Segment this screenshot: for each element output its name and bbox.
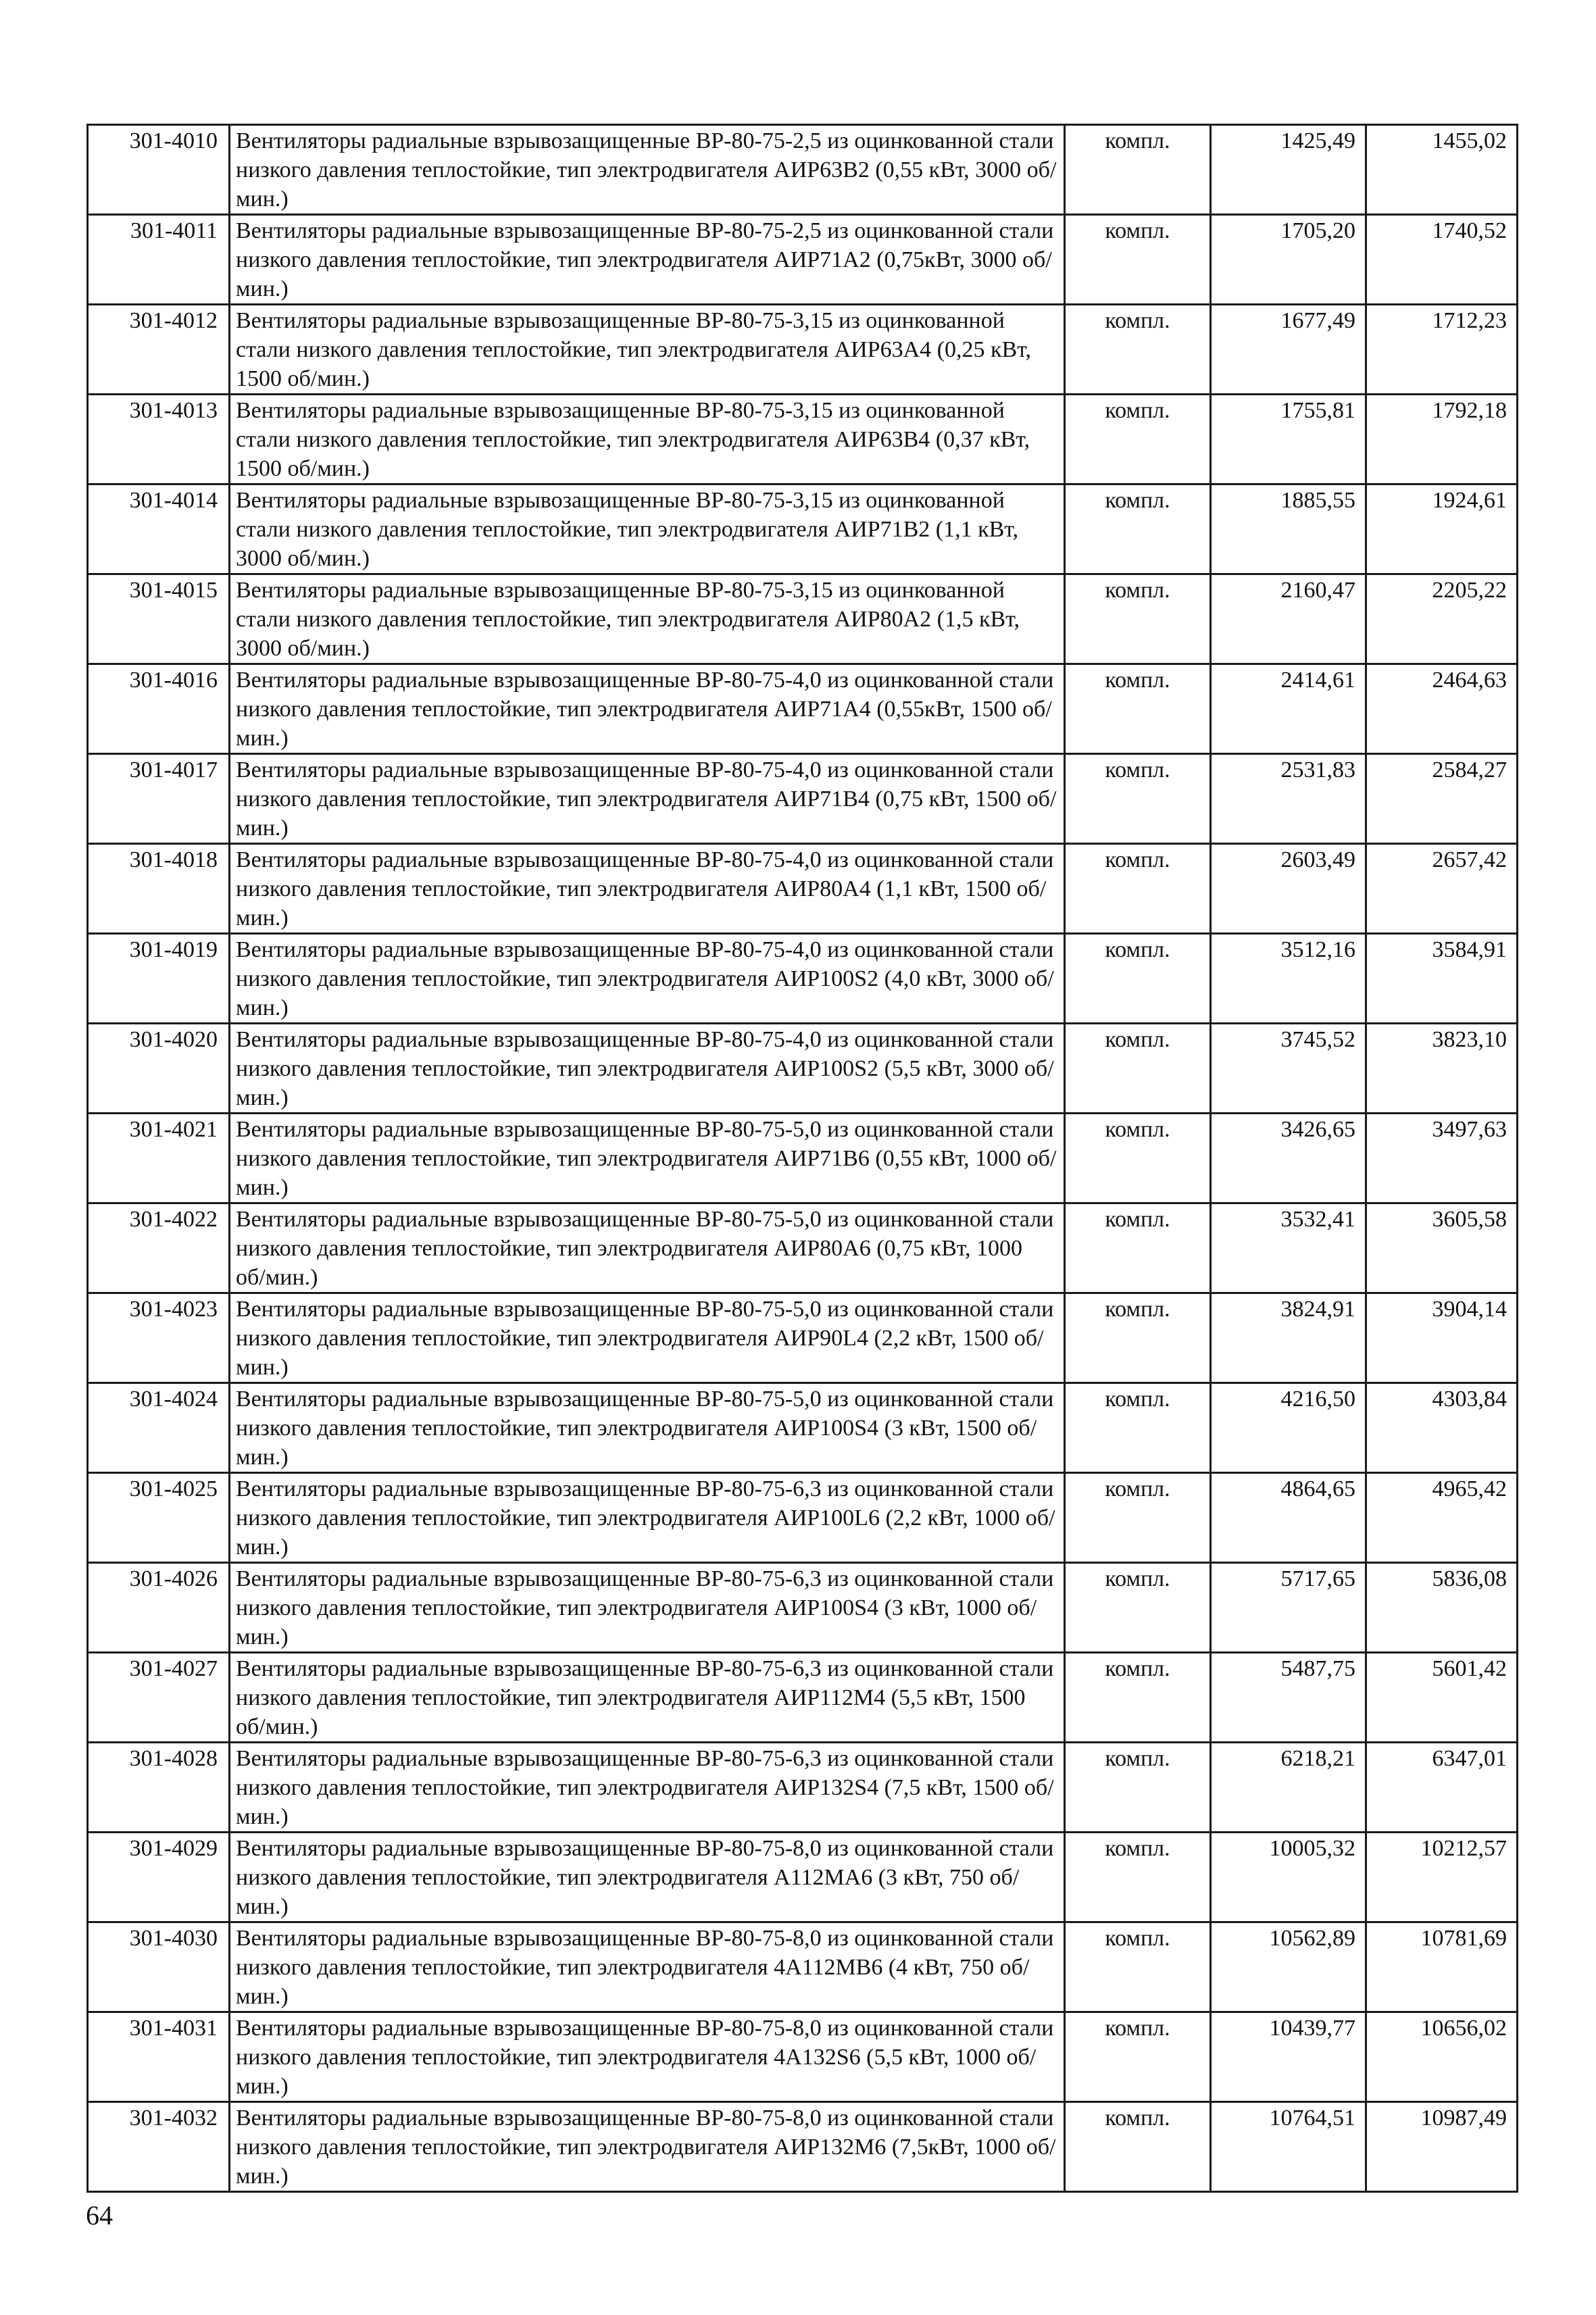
item-code-cell: 301-4016 (88, 664, 230, 754)
item-code-cell: 301-4032 (88, 2102, 230, 2192)
unit-cell: компл. (1065, 1114, 1211, 1203)
price-1-cell: 4216,50 (1211, 1383, 1366, 1473)
price-2-cell: 10781,69 (1366, 1922, 1518, 2012)
price-2-cell: 1712,23 (1366, 305, 1518, 395)
table-row (88, 934, 1518, 1024)
item-description-cell: Вентиляторы радиальные взрывозащищенные ВР-80-75-2,5 из оцинкованной стали низкого давления теплостойкие, тип электродвигателя АИР63В2 (0,55 кВт, 3000 об/мин.) (230, 125, 1065, 215)
price-2-cell: 2657,42 (1366, 844, 1518, 934)
table-row (88, 1563, 1518, 1653)
table-row (88, 125, 1518, 215)
item-description-cell: Вентиляторы радиальные взрывозащищенные ВР-80-75-6,3 из оцинкованной стали низкого давления теплостойкие, тип электродвигателя АИР100S4 (3 кВт, 1000 об/мин.) (230, 1563, 1065, 1653)
table-row (88, 1922, 1518, 2012)
unit-cell: компл. (1065, 664, 1211, 754)
price-1-cell: 1885,55 (1211, 484, 1366, 574)
table-row (88, 1743, 1518, 1833)
unit-cell: компл. (1065, 934, 1211, 1024)
unit-cell: компл. (1065, 1563, 1211, 1653)
page-number: 64 (86, 2200, 113, 2231)
unit-cell: компл. (1065, 1293, 1211, 1383)
price-1-cell: 10562,89 (1211, 1922, 1366, 2012)
item-code-cell: 301-4027 (88, 1653, 230, 1743)
item-description-cell: Вентиляторы радиальные взрывозащищенные ВР-80-75-4,0 из оцинкованной стали низкого давления теплостойкие, тип электродвигателя АИР71А4 (0,55кВт, 1500 об/мин.) (230, 664, 1065, 754)
table-row (88, 395, 1518, 484)
price-table-body (88, 125, 1518, 2192)
item-description-cell: Вентиляторы радиальные взрывозащищенные ВР-80-75-8,0 из оцинкованной стали низкого давления теплостойкие, тип электродвигателя АИР132М6 (7,5кВт, 1000 об/мин.) (230, 2102, 1065, 2192)
item-description-cell: Вентиляторы радиальные взрывозащищенные ВР-80-75-5,0 из оцинкованной стали низкого давления теплостойкие, тип электродвигателя АИР71В6 (0,55 кВт, 1000 об/мин.) (230, 1114, 1065, 1203)
item-code-cell: 301-4020 (88, 1024, 230, 1114)
item-code-cell: 301-4013 (88, 395, 230, 484)
item-code-cell: 301-4017 (88, 754, 230, 844)
price-1-cell: 10439,77 (1211, 2012, 1366, 2102)
item-description-cell: Вентиляторы радиальные взрывозащищенные ВР-80-75-3,15 из оцинкованной стали низкого давления теплостойкие, тип электродвигателя АИР63А4 (0,25 кВт, 1500 об/мин.) (230, 305, 1065, 395)
item-description-cell: Вентиляторы радиальные взрывозащищенные ВР-80-75-6,3 из оцинкованной стали низкого давления теплостойкие, тип электродвигателя АИР100L6 (2,2 кВт, 1000 об/мин.) (230, 1473, 1065, 1563)
price-2-cell: 5601,42 (1366, 1653, 1518, 1743)
item-code-cell: 301-4029 (88, 1833, 230, 1922)
unit-cell: компл. (1065, 1203, 1211, 1293)
table-row (88, 1653, 1518, 1743)
unit-cell: компл. (1065, 1833, 1211, 1922)
price-1-cell: 5487,75 (1211, 1653, 1366, 1743)
price-1-cell: 3512,16 (1211, 934, 1366, 1024)
item-code-cell: 301-4014 (88, 484, 230, 574)
item-description-cell: Вентиляторы радиальные взрывозащищенные ВР-80-75-5,0 из оцинкованной стали низкого давления теплостойкие, тип электродвигателя АИР100S4 (3 кВт, 1500 об/мин.) (230, 1383, 1065, 1473)
item-code-cell: 301-4018 (88, 844, 230, 934)
price-2-cell: 3823,10 (1366, 1024, 1518, 1114)
item-description-cell: Вентиляторы радиальные взрывозащищенные ВР-80-75-3,15 из оцинкованной стали низкого давления теплостойкие, тип электродвигателя АИР63В4 (0,37 кВт, 1500 об/мин.) (230, 395, 1065, 484)
table-row (88, 1473, 1518, 1563)
price-2-cell: 2464,63 (1366, 664, 1518, 754)
item-code-cell: 301-4024 (88, 1383, 230, 1473)
unit-cell: компл. (1065, 1743, 1211, 1833)
price-2-cell: 5836,08 (1366, 1563, 1518, 1653)
price-2-cell: 1924,61 (1366, 484, 1518, 574)
price-1-cell: 2603,49 (1211, 844, 1366, 934)
price-2-cell: 2584,27 (1366, 754, 1518, 844)
price-1-cell: 3745,52 (1211, 1024, 1366, 1114)
price-1-cell: 3824,91 (1211, 1293, 1366, 1383)
item-description-cell: Вентиляторы радиальные взрывозащищенные ВР-80-75-5,0 из оцинкованной стали низкого давления теплостойкие, тип электродвигателя АИР80А6 (0,75 кВт, 1000 об/мин.) (230, 1203, 1065, 1293)
price-1-cell: 10764,51 (1211, 2102, 1366, 2192)
table-row (88, 2102, 1518, 2192)
item-description-cell: Вентиляторы радиальные взрывозащищенные ВР-80-75-8,0 из оцинкованной стали низкого давления теплостойкие, тип электродвигателя 4А132S6 (5,5 кВт, 1000 об/мин.) (230, 2012, 1065, 2102)
price-2-cell: 6347,01 (1366, 1743, 1518, 1833)
item-code-cell: 301-4026 (88, 1563, 230, 1653)
price-1-cell: 1425,49 (1211, 125, 1366, 215)
table-row (88, 844, 1518, 934)
table-row (88, 1833, 1518, 1922)
table-row (88, 2012, 1518, 2102)
item-description-cell: Вентиляторы радиальные взрывозащищенные ВР-80-75-8,0 из оцинкованной стали низкого давления теплостойкие, тип электродвигателя 4А112МВ6 (4 кВт, 750 об/мин.) (230, 1922, 1065, 2012)
price-table (86, 124, 1518, 2193)
item-code-cell: 301-4022 (88, 1203, 230, 1293)
price-1-cell: 3426,65 (1211, 1114, 1366, 1203)
price-1-cell: 4864,65 (1211, 1473, 1366, 1563)
price-1-cell: 6218,21 (1211, 1743, 1366, 1833)
price-2-cell: 3605,58 (1366, 1203, 1518, 1293)
unit-cell: компл. (1065, 1024, 1211, 1114)
price-2-cell: 1792,18 (1366, 395, 1518, 484)
unit-cell: компл. (1065, 844, 1211, 934)
unit-cell: компл. (1065, 125, 1211, 215)
unit-cell: компл. (1065, 215, 1211, 305)
item-code-cell: 301-4019 (88, 934, 230, 1024)
unit-cell: компл. (1065, 395, 1211, 484)
table-row (88, 574, 1518, 664)
price-1-cell: 5717,65 (1211, 1563, 1366, 1653)
price-2-cell: 2205,22 (1366, 574, 1518, 664)
price-1-cell: 3532,41 (1211, 1203, 1366, 1293)
item-code-cell: 301-4031 (88, 2012, 230, 2102)
table-row (88, 664, 1518, 754)
table-row (88, 305, 1518, 395)
item-description-cell: Вентиляторы радиальные взрывозащищенные ВР-80-75-6,3 из оцинкованной стали низкого давления теплостойкие, тип электродвигателя АИР132S4 (7,5 кВт, 1500 об/мин.) (230, 1743, 1065, 1833)
item-code-cell: 301-4010 (88, 125, 230, 215)
price-1-cell: 2531,83 (1211, 754, 1366, 844)
price-2-cell: 3584,91 (1366, 934, 1518, 1024)
item-code-cell: 301-4012 (88, 305, 230, 395)
price-2-cell: 10987,49 (1366, 2102, 1518, 2192)
table-row (88, 1024, 1518, 1114)
price-2-cell: 1740,52 (1366, 215, 1518, 305)
item-code-cell: 301-4028 (88, 1743, 230, 1833)
item-code-cell: 301-4025 (88, 1473, 230, 1563)
item-code-cell: 301-4023 (88, 1293, 230, 1383)
item-code-cell: 301-4021 (88, 1114, 230, 1203)
item-description-cell: Вентиляторы радиальные взрывозащищенные ВР-80-75-2,5 из оцинкованной стали низкого давления теплостойкие, тип электродвигателя АИР71А2 (0,75кВт, 3000 об/мин.) (230, 215, 1065, 305)
unit-cell: компл. (1065, 1383, 1211, 1473)
price-1-cell: 10005,32 (1211, 1833, 1366, 1922)
item-description-cell: Вентиляторы радиальные взрывозащищенные ВР-80-75-3,15 из оцинкованной стали низкого давления теплостойкие, тип электродвигателя АИР71В2 (1,1 кВт, 3000 об/мин.) (230, 484, 1065, 574)
unit-cell: компл. (1065, 2012, 1211, 2102)
unit-cell: компл. (1065, 1473, 1211, 1563)
item-description-cell: Вентиляторы радиальные взрывозащищенные ВР-80-75-4,0 из оцинкованной стали низкого давления теплостойкие, тип электродвигателя АИР71В4 (0,75 кВт, 1500 об/мин.) (230, 754, 1065, 844)
item-code-cell: 301-4015 (88, 574, 230, 664)
price-1-cell: 1705,20 (1211, 215, 1366, 305)
price-1-cell: 2414,61 (1211, 664, 1366, 754)
table-row (88, 1293, 1518, 1383)
price-1-cell: 1677,49 (1211, 305, 1366, 395)
table-row (88, 754, 1518, 844)
table-row (88, 215, 1518, 305)
unit-cell: компл. (1065, 574, 1211, 664)
item-description-cell: Вентиляторы радиальные взрывозащищенные ВР-80-75-4,0 из оцинкованной стали низкого давления теплостойкие, тип электродвигателя АИР100S2 (4,0 кВт, 3000 об/мин.) (230, 934, 1065, 1024)
unit-cell: компл. (1065, 754, 1211, 844)
item-description-cell: Вентиляторы радиальные взрывозащищенные ВР-80-75-4,0 из оцинкованной стали низкого давления теплостойкие, тип электродвигателя АИР80А4 (1,1 кВт, 1500 об/мин.) (230, 844, 1065, 934)
price-1-cell: 1755,81 (1211, 395, 1366, 484)
unit-cell: компл. (1065, 1653, 1211, 1743)
price-2-cell: 4965,42 (1366, 1473, 1518, 1563)
table-row (88, 484, 1518, 574)
price-2-cell: 10656,02 (1366, 2012, 1518, 2102)
item-description-cell: Вентиляторы радиальные взрывозащищенные ВР-80-75-4,0 из оцинкованной стали низкого давления теплостойкие, тип электродвигателя АИР100S2 (5,5 кВт, 3000 об/мин.) (230, 1024, 1065, 1114)
price-2-cell: 10212,57 (1366, 1833, 1518, 1922)
table-row (88, 1383, 1518, 1473)
unit-cell: компл. (1065, 1922, 1211, 2012)
item-code-cell: 301-4030 (88, 1922, 230, 2012)
unit-cell: компл. (1065, 484, 1211, 574)
item-description-cell: Вентиляторы радиальные взрывозащищенные ВР-80-75-3,15 из оцинкованной стали низкого давления теплостойкие, тип электродвигателя АИР80А2 (1,5 кВт, 3000 об/мин.) (230, 574, 1065, 664)
item-code-cell: 301-4011 (88, 215, 230, 305)
price-2-cell: 1455,02 (1366, 125, 1518, 215)
price-2-cell: 3497,63 (1366, 1114, 1518, 1203)
price-1-cell: 2160,47 (1211, 574, 1366, 664)
table-row (88, 1203, 1518, 1293)
item-description-cell: Вентиляторы радиальные взрывозащищенные ВР-80-75-6,3 из оцинкованной стали низкого давления теплостойкие, тип электродвигателя АИР112М4 (5,5 кВт, 1500 об/мин.) (230, 1653, 1065, 1743)
item-description-cell: Вентиляторы радиальные взрывозащищенные ВР-80-75-5,0 из оцинкованной стали низкого давления теплостойкие, тип электродвигателя АИР90L4 (2,2 кВт, 1500 об/мин.) (230, 1293, 1065, 1383)
price-2-cell: 3904,14 (1366, 1293, 1518, 1383)
unit-cell: компл. (1065, 2102, 1211, 2192)
item-description-cell: Вентиляторы радиальные взрывозащищенные ВР-80-75-8,0 из оцинкованной стали низкого давления теплостойкие, тип электродвигателя А112МА6 (3 кВт, 750 об/мин.) (230, 1833, 1065, 1922)
table-row (88, 1114, 1518, 1203)
unit-cell: компл. (1065, 305, 1211, 395)
price-2-cell: 4303,84 (1366, 1383, 1518, 1473)
